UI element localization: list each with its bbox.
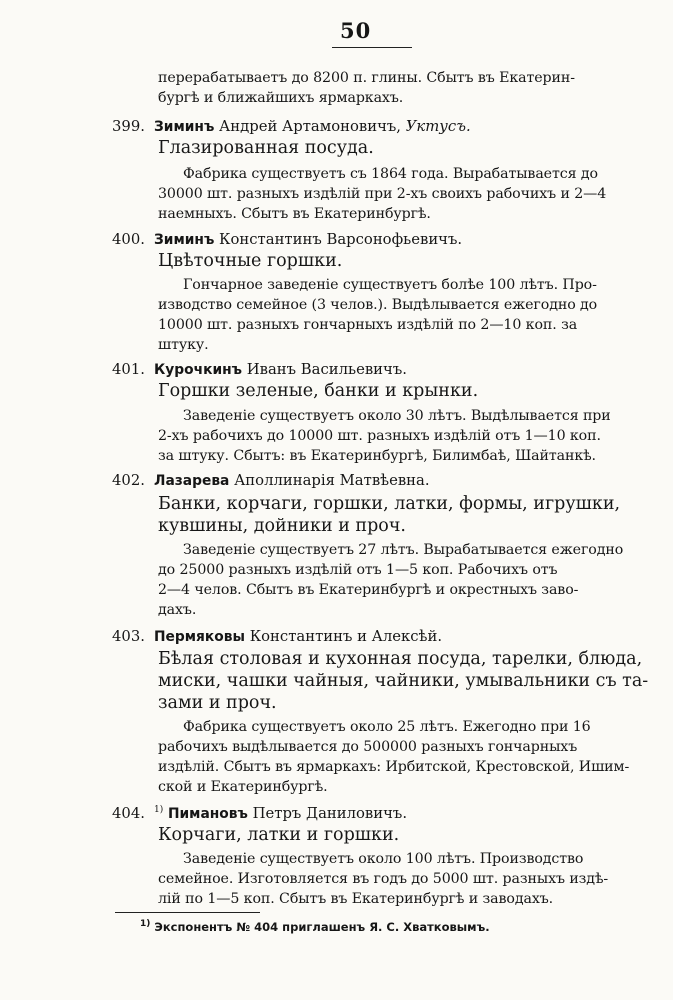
entry-description: Фабрика существуетъ съ 1864 года. Вырабатывается до xyxy=(183,166,598,182)
entry-product: Цвѣточные горшки. xyxy=(158,251,343,271)
entry-surname: Зиминъ xyxy=(154,119,215,135)
entry-description: Заведеніе существуетъ 27 лѣтъ. Вырабатывается ежегодно xyxy=(183,542,624,558)
entry-description: штуку. xyxy=(158,337,209,353)
footnote xyxy=(140,920,490,934)
entry-description: Гончарное заведеніе существуетъ болѣе 100 лѣтъ. Про- xyxy=(183,277,597,293)
entry-description: изводство семейное (3 челов.). Выдѣлывается ежегодно до xyxy=(158,297,598,313)
entry-number: 403. xyxy=(112,628,145,645)
entry-description: 10000 шт. разныхъ гончарныхъ издѣлій по 2—10 коп. за xyxy=(158,317,578,333)
intro-line: бургѣ и ближайшихъ ярмаркахъ. xyxy=(158,90,404,106)
entry-description: 2-хъ рабочихъ до 10000 шт. разныхъ издѣлій отъ 1—10 коп. xyxy=(158,428,601,444)
entry-product: Банки, корчаги, горшки, латки, формы, игрушки, xyxy=(158,494,621,514)
footnote-mark: 1) xyxy=(140,919,151,930)
entry-place: Уктусъ. xyxy=(405,118,471,135)
entry-number: 399. xyxy=(112,118,145,135)
entry-number: 404. xyxy=(112,805,145,822)
entry-description: рабочихъ выдѣлывается до 500000 разныхъ гончарныхъ xyxy=(158,739,578,755)
entry-surname: Курочкинъ xyxy=(154,362,243,378)
entry-description: Заведеніе существуетъ около 100 лѣтъ. Производство xyxy=(183,851,584,867)
intro-line: перерабатываетъ до 8200 п. глины. Сбытъ въ Екатерин- xyxy=(158,70,575,86)
entry-number: 400. xyxy=(112,231,145,248)
entry-description: издѣлій. Сбытъ въ ярмаркахъ: Ирбитской, Крестовской, Ишим- xyxy=(158,759,630,775)
entry-description: наемныхъ. Сбытъ въ Екатеринбургѣ. xyxy=(158,206,431,222)
entry-surname: Пимановъ xyxy=(167,806,248,822)
entry-product: Горшки зеленые, банки и крынки. xyxy=(158,381,479,401)
entry-heading xyxy=(112,471,430,491)
entry-heading xyxy=(112,804,407,824)
entry-product: Глазированная посуда. xyxy=(158,138,374,158)
entry-name: Аполлинарія Матвѣевна. xyxy=(234,472,430,489)
entry-description: Заведеніе существуетъ около 30 лѣтъ. Выдѣлывается при xyxy=(183,408,611,424)
page-number: 50 xyxy=(340,18,372,43)
entry-heading xyxy=(112,627,442,647)
entry-surname: Лазарева xyxy=(154,473,230,489)
entry-product: зами и проч. xyxy=(158,693,277,713)
entry-heading xyxy=(112,117,471,137)
header-rule xyxy=(332,47,412,48)
entry-heading xyxy=(112,230,462,250)
entry-description: лій по 1—5 коп. Сбытъ въ Екатеринбургѣ и заводахъ. xyxy=(158,891,554,907)
entry-name: Иванъ Васильевичъ. xyxy=(246,361,407,378)
entry-description: дахъ. xyxy=(158,602,197,618)
entry-name: Андрей Артамоновичъ, xyxy=(219,118,401,135)
entry-description: до 25000 разныхъ издѣлій отъ 1—5 коп. Рабочихъ отъ xyxy=(158,562,558,578)
footnote-text: Экспонентъ № 404 приглашенъ Я. С. Хватковымъ. xyxy=(154,920,490,934)
entry-product: миски, чашки чайныя, чайники, умывальники съ та- xyxy=(158,671,649,691)
entry-product: Бѣлая столовая и кухонная посуда, тарелки, блюда, xyxy=(158,649,643,669)
entry-surname: Зиминъ xyxy=(154,232,215,248)
entry-number: 402. xyxy=(112,472,145,489)
entry-description: Фабрика существуетъ около 25 лѣтъ. Ежегодно при 16 xyxy=(183,719,591,735)
entry-description: ской и Екатеринбургѣ. xyxy=(158,779,328,795)
entry-description: семейное. Изготовляется въ годъ до 5000 шт. разныхъ издѣ- xyxy=(158,871,609,887)
entry-heading xyxy=(112,360,407,380)
entry-surname: Пермяковы xyxy=(154,629,245,645)
footnote-reference: 1) xyxy=(154,805,164,816)
footnote-rule xyxy=(115,912,260,913)
entry-description: 30000 шт. разныхъ издѣлій при 2-хъ своихъ рабочихъ и 2—4 xyxy=(158,186,607,202)
entry-product: кувшины, дойники и проч. xyxy=(158,516,406,536)
entry-description: 2—4 челов. Сбытъ въ Екатеринбургѣ и окрестныхъ заво- xyxy=(158,582,579,598)
entry-description: за штуку. Сбытъ: въ Екатеринбургѣ, Билимбаѣ, Шайтанкѣ. xyxy=(158,448,596,464)
entry-product: Корчаги, латки и горшки. xyxy=(158,825,400,845)
entry-name: Константинъ Варсонофьевичъ. xyxy=(219,231,463,248)
entry-name: Петръ Даниловичъ. xyxy=(252,805,408,822)
entry-name: Константинъ и Алексѣй. xyxy=(249,628,443,645)
entry-number: 401. xyxy=(112,361,145,378)
